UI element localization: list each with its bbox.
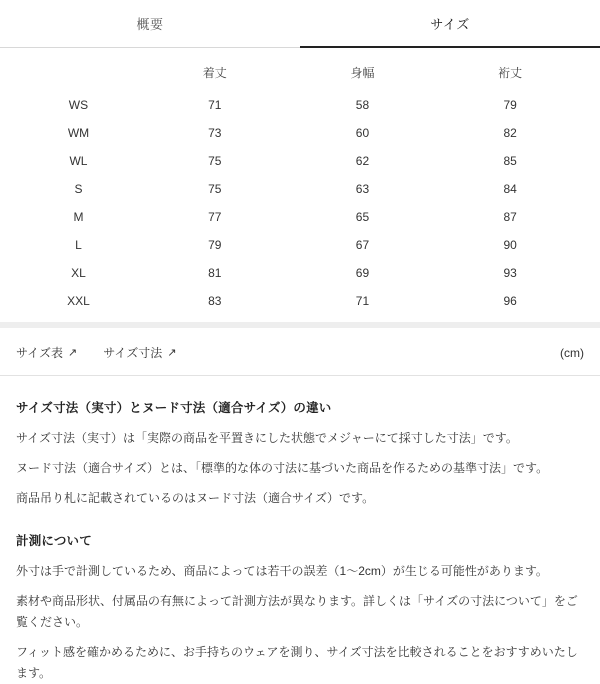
row-size-label: S [74, 182, 83, 196]
link-size-chart[interactable] [16, 344, 77, 361]
size-column-header [16, 48, 141, 91]
paragraph: フィット感を確かめるために、お手持ちのウェアを測り、サイズ寸法を比較されることをおすすめいたします。 [16, 645, 578, 680]
column-header-width: 身幅 [350, 66, 375, 80]
cell-width: 58 [355, 98, 370, 112]
table-row [16, 231, 584, 259]
external-link-icon: ↗ [167, 347, 177, 359]
cell-width: 63 [355, 182, 370, 196]
paragraph: ヌード寸法（適合サイズ）とは、「標準的な体の寸法に基づいた商品を作るための基準寸法」です。 [16, 461, 549, 475]
cell-width: 67 [355, 238, 370, 252]
section-title-measurement: 計測について [16, 534, 92, 548]
row-size-label: WL [69, 154, 88, 168]
tab-overview[interactable] [0, 0, 300, 47]
external-link-icon: ↗ [68, 347, 78, 359]
tab-bar [0, 0, 600, 48]
cell-sleeve: 96 [503, 294, 517, 308]
cell-length: 77 [208, 210, 222, 224]
tab-size[interactable] [300, 0, 600, 48]
row-size-label: M [73, 210, 84, 224]
tab-overview-label: 概要 [136, 17, 164, 32]
table-row [16, 147, 584, 175]
cell-sleeve: 87 [503, 210, 517, 224]
link-size-measurements[interactable] [103, 344, 176, 361]
paragraph: 外寸は手で計測しているため、商品によっては若干の誤差（1〜2cm）が生じる可能性があります。 [16, 564, 548, 578]
cell-width: 71 [355, 294, 370, 308]
size-table [16, 48, 584, 320]
cell-width: 60 [355, 126, 370, 140]
link-size-chart-label: サイズ表 [16, 346, 64, 360]
cell-width: 65 [355, 210, 370, 224]
cell-length: 71 [208, 98, 222, 112]
cell-width: 69 [355, 266, 370, 280]
cell-width: 62 [355, 154, 370, 168]
cell-sleeve: 82 [503, 126, 517, 140]
table-row [16, 119, 584, 147]
size-table-container [0, 48, 600, 320]
table-row [16, 259, 584, 287]
size-table-head [16, 48, 584, 91]
table-row [16, 175, 584, 203]
column-header-length: 着丈 [202, 66, 227, 80]
cell-length: 79 [208, 238, 222, 252]
link-size-measurements-label: サイズ寸法 [103, 346, 163, 360]
size-table-body [16, 91, 584, 320]
cell-length: 81 [208, 266, 222, 280]
unit-label: (cm) [560, 345, 584, 360]
table-row [16, 203, 584, 231]
paragraph: 商品吊り札に記載されているのはヌード寸法（適合サイズ）です。 [16, 491, 375, 505]
cell-length: 83 [208, 294, 222, 308]
column-header-sleeve: 裄丈 [498, 66, 523, 80]
row-size-label: L [75, 238, 82, 252]
row-size-label: WM [67, 126, 90, 140]
table-header-row [16, 48, 584, 91]
cell-sleeve: 84 [503, 182, 517, 196]
paragraph: 素材や商品形状、付属品の有無によって計測方法が異なります。詳しくは「サイズの寸法について」をご覧ください。 [16, 594, 578, 629]
cell-sleeve: 79 [503, 98, 517, 112]
size-links-row [0, 328, 600, 376]
table-row [16, 91, 584, 119]
tab-size-label: サイズ [430, 17, 470, 32]
row-size-label: XXL [67, 294, 90, 308]
table-row [16, 287, 584, 320]
cell-length: 73 [208, 126, 222, 140]
cell-sleeve: 85 [503, 154, 517, 168]
row-size-label: WS [68, 98, 89, 112]
section-title-difference: サイズ寸法（実寸）とヌード寸法（適合サイズ）の違い [16, 401, 332, 415]
cell-length: 75 [208, 154, 222, 168]
paragraph: サイズ寸法（実寸）は「実際の商品を平置きにした状態でメジャーにて採寸した寸法」です。 [16, 431, 518, 445]
cell-sleeve: 93 [503, 266, 517, 280]
cell-length: 75 [208, 182, 222, 196]
cell-sleeve: 90 [503, 238, 517, 252]
row-size-label: XL [71, 266, 86, 280]
size-description [0, 376, 600, 684]
